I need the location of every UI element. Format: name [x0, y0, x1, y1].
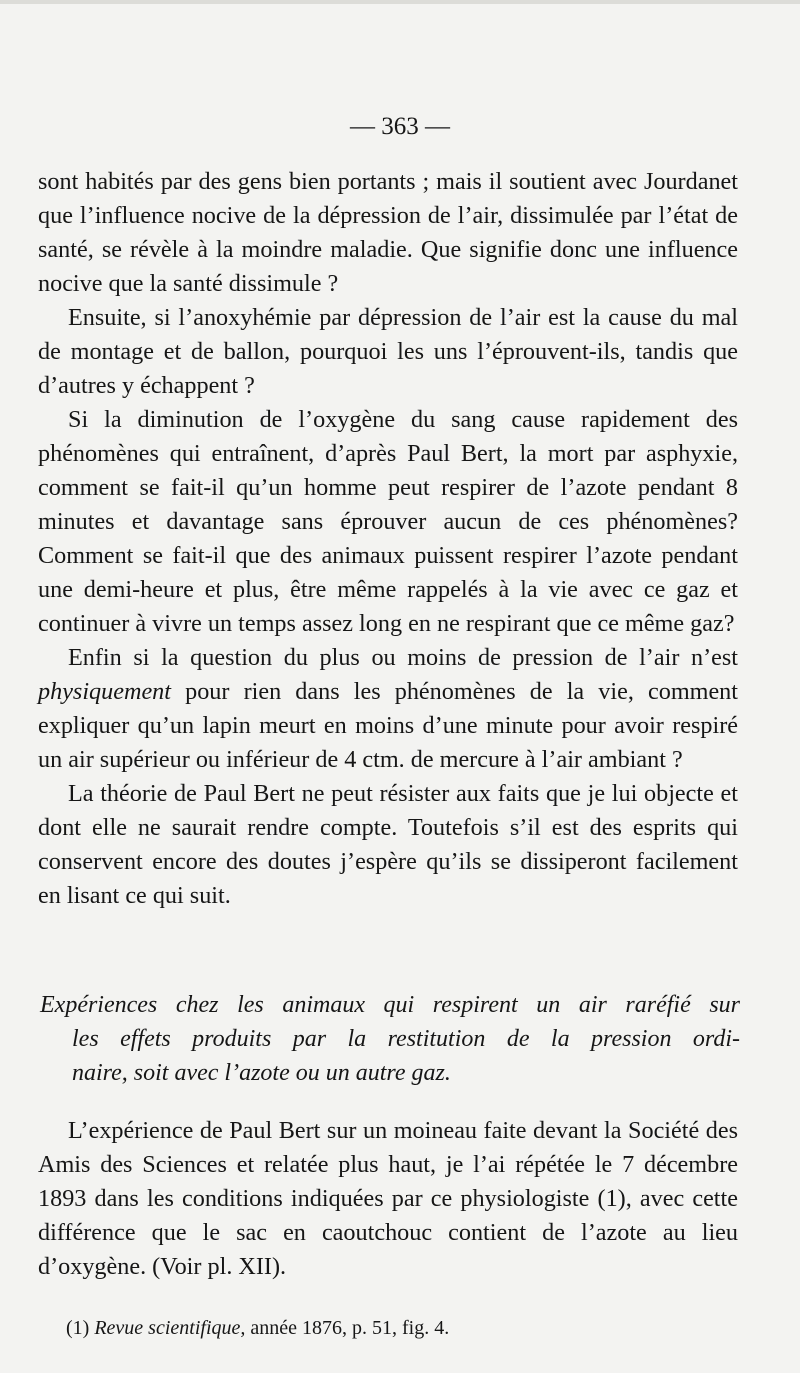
- paragraph-4-after: pour rien dans les phénomènes de la vie, comment expliquer qu’un lapin meurt en moins d’une minute pour avoir respiré un air supérieur ou inférieur de 4 ctm. de mercure à l’air ambiant ?: [38, 678, 738, 773]
- paragraph-1: sont habités par des gens bien portants ; mais il soutient avec Jourdanet que l’influence nocive de la dépression de l’air, dissimulée par l’état de santé, se révèle à la moindre maladie. Que signifie donc une influence nocive que la santé dissimule ?: [38, 168, 738, 297]
- footnote-marker: (1): [66, 1317, 90, 1339]
- footnote: [66, 1315, 449, 1341]
- footnote-text: année 1876, p. 51, fig. 4.: [250, 1317, 450, 1339]
- section-heading: [40, 988, 740, 1090]
- section-heading-line-3: naire, soit avec l’azote ou un autre gaz.: [72, 1060, 451, 1086]
- section-heading-line-2: les effets produits par la restitution de la pression ordi-: [72, 1026, 740, 1052]
- footnote-source: Revue scientifique,: [94, 1317, 246, 1339]
- page-number: — 363 —: [350, 113, 450, 140]
- paragraph-4: [38, 641, 738, 777]
- paragraph-4-italic: physiquement: [38, 678, 171, 705]
- paragraph-3: Si la diminution de l’oxygène du sang cause rapidement des phénomènes qui entraînent, d’après Paul Bert, la mort par asphyxie, comment se fait-il qu’un homme peut respirer de l’azote pendant 8 minutes et davantage sans éprouver aucun de ces phénomènes? Comment se fait-il que des animaux puissent respirer l’azote pendant une demi-heure et plus, être même rappelés à la vie avec ce gaz et continuer à vivre un temps assez long en ne respirant que ce même gaz?: [38, 406, 738, 637]
- section-heading-line-1: Expériences chez les animaux qui respirent un air raréfié sur: [40, 992, 740, 1018]
- paragraph-2: Ensuite, si l’anoxyhémie par dépression de l’air est la cause du mal de montage et de ballon, pourquoi les uns l’éprouvent-ils, tandis que d’autres y échappent ?: [38, 304, 738, 399]
- paragraph-final: L’expérience de Paul Bert sur un moineau faite devant la Société des Amis des Sciences et relatée plus haut, je l’ai répétée le 7 décembre 1893 dans les conditions indiquées par ce physiologiste (1), avec cette différence que le sac en caoutchouc contient de l’azote au lieu d’oxygène. (Voir pl. XII).: [38, 1117, 738, 1280]
- body-text-top: [38, 165, 738, 913]
- page-edge-shadow: [0, 0, 800, 4]
- paragraph-5: La théorie de Paul Bert ne peut résister aux faits que je lui objecte et dont elle ne saurait rendre compte. Toutefois s’il est des esprits qui conservent encore des doutes j’espère qu’ils se dissiperont facilement en lisant ce qui suit.: [38, 780, 738, 909]
- body-text-bottom: [38, 1114, 738, 1284]
- paragraph-4-before: Enfin si la question du plus ou moins de pression de l’air n’est: [68, 644, 738, 671]
